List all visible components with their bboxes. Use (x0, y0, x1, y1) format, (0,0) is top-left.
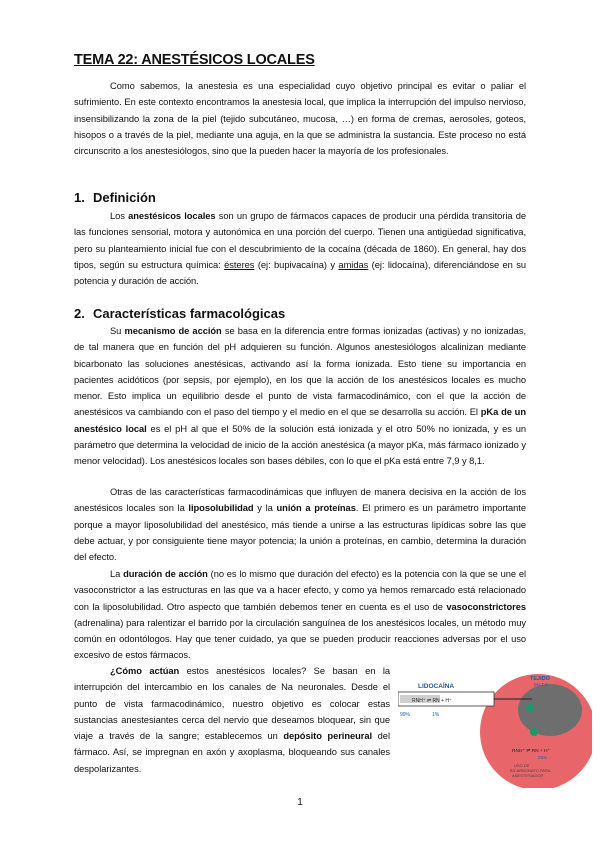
tissue-label: TEJIDO (530, 676, 550, 682)
syringe-pct-right: 1% (432, 712, 440, 718)
page-number: 1 (297, 797, 303, 808)
intro-paragraph: Como sabemos, la anestesia es una especialidad cuyo objetivo principal es evitar o paliar el sufrimiento. En este contexto encontramos la anestesia local, que implica la interrupción del impulso nervioso, insensibilizando la zona de la piel (tejido subcutáneo, mucosa, …) en forma de cremas, aerosoles, goteos, hisopos o a través de la piel, mediante una aguja, en la que se administra la sustancia. Este proceso no está circunscrito a los anestesiólogos, sino que la pueden hacer la mayoría de los profesionales. (74, 81, 526, 157)
tissue-ph: pH 7.4 (534, 682, 548, 687)
como-actuan-paragraph: ¿Cómo actúan estos anestésicos locales? Se basan en la interrupción del intercambio en los canales de Na neuronales. Desde el punto de vista farmacodinámico, nuestro objetivo es colocar estas sustancias anestesiantes cerca del nervio que deseamos bloquear, sin que viaje a través de la sangre; establecemos un depósito perineural del fármaco. Así, se impregnan en axón y axoplasma, bloqueando sus canales despolarizantes. (74, 666, 390, 774)
drug-dot (530, 728, 538, 736)
syringe-equation: RNH⁺ ⇌ RN + H⁺ (412, 698, 452, 704)
bottom-line: ANESTESIADOR (512, 773, 544, 778)
drug-dot (526, 704, 534, 712)
section-heading-caracteristicas: 2. Características farmacológicas (74, 306, 286, 321)
document-title: TEMA 22: ANESTÉSICOS LOCALES (74, 52, 315, 68)
syringe-pct-left: 99% (400, 712, 411, 718)
syringe-label: LIDOCAÍNA (418, 683, 455, 690)
section-heading-definicion: 1. Definición (74, 190, 156, 205)
lidocaine-figure (398, 668, 592, 788)
bottom-line: USO DE (514, 763, 530, 768)
liposolubilidad-paragraph: Otras de las características farmacodinámicas que influyen de manera decisiva en la acción de los anestésicos locales son la liposolubilidad y la unión a proteínas. El primero es un parámetro importante porque a mayor liposolubilidad del anestésico, más tiende a unirse a las estructuras lipídicas sobre las que debe actuar, y por consiguiente tiene mayor potencia; la unión a proteínas, en cambio, determina la duración del efecto. (74, 487, 526, 563)
definicion-paragraph: Los anestésicos locales son un grupo de fármacos capaces de producir una pérdida transitoria de las funciones sensorial, motora y autonómica en una porción del cuerpo. Tienen una antigüedad significativa, pero su planteamiento inicial fue con el descubrimiento de la cocaína (década de 1860). En general, hay dos tipos, según su estructura química: ésteres (ej: bupivacaína) y amidas (ej: lidocaína), diferenciándose en su potencia y duración de acción. (74, 211, 527, 287)
duracion-paragraph: La duración de acción (no es lo mismo que duración del efecto) es la potencia con la que se une el vasoconstrictor a las estructuras en las que va a hacer efecto, y como ya hemos remarcado está relacionado con la liposolubilidad. Otro aspecto que también debemos tener en cuenta es el uso de vasoconstrictores (adrenalina) para ralentizar el barrido por la circulación sanguínea de los anestésicos locales, un método muy común en odontólogos. Hay que tener cuidado, ya que se pueden producir reacciones adversas por el uso excesivo de estos fármacos. (74, 569, 527, 661)
tissue-equation: RNH⁺ ⇌ RN + H⁺ (512, 749, 551, 754)
tissue-pct: 25% (538, 755, 548, 760)
bottom-line: BICARBONATO PARA (510, 768, 551, 773)
mecanismo-paragraph: Su mecanismo de acción se basa en la diferencia entre formas ionizadas (activas) y no ionizadas, de tal manera que en función del pH adquieren su función. Algunos anestesiólogos alcalinizan mediante bicarbonato las soluciones anestésicas, activando así la forma ionizada. Esto tiene su importancia en pacientes acidóticos (por sepsis, por ejemplo), en los que la acción de los anestésicos locales es mucho menor. Esto implica un equilibrio desde el punto de vista farmacodinámico, con el que la acción de anestésicos va cambiando con el paso del tiempo y el medio en el que se desarrolla su acción. El pKa de un anestésico local es el pH al que el 50% de la solución está ionizada y el otro 50% no ionizada, y es un parámetro que determina la velocidad de inicio de la acción anestésica (a mayor pKa, más fármaco ionizado y menor velocidad). Los anestésicos locales son bases débiles, con lo que el pKa está entre 7,9 y 8,1. (74, 326, 526, 467)
